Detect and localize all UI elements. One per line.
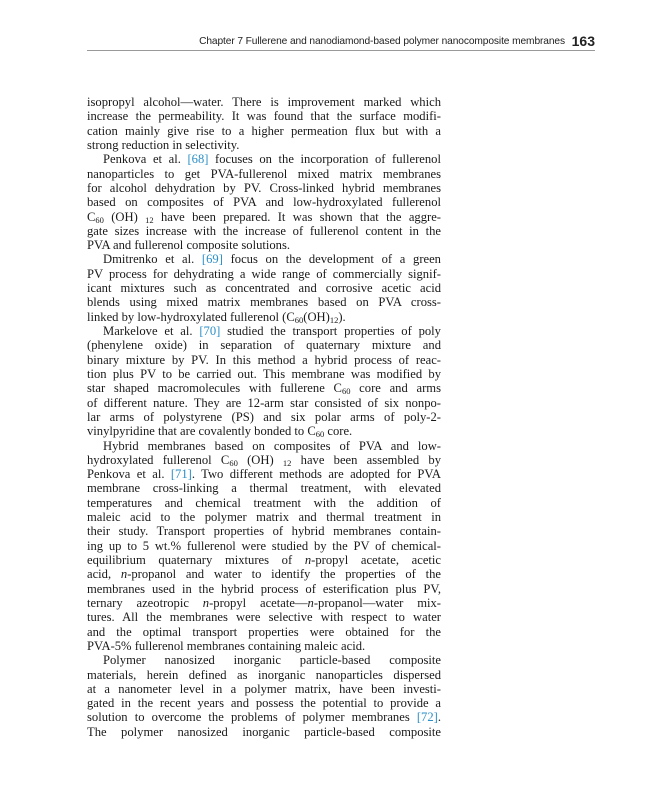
text-line — [87, 467, 441, 481]
text-run: (OH) — [103, 209, 146, 224]
italic-text: n — [304, 553, 312, 567]
citation-link[interactable]: [71] — [170, 467, 192, 482]
text-line — [87, 338, 441, 352]
running-header — [87, 34, 595, 51]
text-run: strong reduction in selectivity. — [87, 137, 240, 152]
text-line — [87, 252, 441, 266]
text-line — [87, 496, 441, 510]
text-run: (phenylene oxide) in separation of quaternary mixture and — [87, 338, 441, 353]
text-run: Penkova et al. — [87, 467, 171, 482]
text-line — [87, 553, 441, 567]
text-line — [87, 481, 441, 495]
text-line — [87, 567, 441, 581]
italic-text: n — [120, 567, 128, 582]
text-run: nanoparticles to get PVA-fullerenol mixed matrix membranes — [87, 166, 441, 181]
text-run: blends using mixed matrix membranes based on PVA cross- — [87, 295, 441, 310]
paragraph — [87, 324, 441, 439]
text-line — [87, 539, 441, 553]
text-run: Polymer nanosized inorganic particle-based composite — [103, 653, 441, 668]
text-run: -propyl acetate, acetic — [311, 553, 441, 567]
paragraph — [87, 439, 441, 654]
text-run: Markelove et al. — [103, 324, 200, 338]
text-run: ing up to 5 wt.% fullerenol were studied by the PV of chemical- — [87, 538, 441, 553]
text-run: gate sizes increase with the increase of fullerenol content in the — [87, 223, 441, 238]
text-line — [87, 424, 441, 438]
text-run: hydroxylated fullerenol C — [87, 452, 230, 467]
text-line — [87, 109, 441, 123]
text-line — [87, 396, 441, 410]
text-line — [87, 310, 441, 324]
italic-text: n — [307, 595, 314, 610]
text-run: vinylpyridine that are covalently bonded to C — [87, 424, 316, 439]
text-run: The polymer nanosized inorganic particle-based composite — [87, 724, 441, 739]
text-run: core. — [324, 424, 353, 439]
text-run: gated in the recent years and possess the potential to provide a — [87, 696, 441, 711]
text-run: isopropyl alcohol—water. There is improvement marked which — [87, 95, 441, 109]
subscript: 60 — [315, 429, 325, 440]
text-run: linked by low-hydroxylated fullerenol (C — [87, 309, 295, 324]
text-run: PVA and fullerenol composite solutions. — [87, 238, 291, 253]
text-run: star shaped macromolecules with fullerene C — [87, 381, 342, 396]
text-line — [87, 152, 441, 166]
text-line — [87, 410, 441, 424]
text-run: -propyl acetate— — [209, 595, 308, 610]
text-run: materials, herein defined as inorganic nanoparticles dispersed — [87, 667, 441, 682]
text-run: solution to overcome the problems of polymer membranes — [87, 710, 417, 725]
text-line — [87, 124, 441, 138]
text-run: focus on the development of a green — [222, 252, 441, 267]
text-line — [87, 668, 441, 682]
text-line — [87, 353, 441, 367]
text-line — [87, 381, 441, 395]
text-line — [87, 510, 441, 524]
chapter-title: Chapter 7 Fullerene and nanodiamond-based polymer nanocomposite membranes — [199, 36, 565, 47]
text-run: maleic acid to the polymer matrix and thermal treatment in — [87, 510, 441, 525]
text-run: . — [437, 710, 441, 725]
text-line — [87, 324, 441, 338]
text-line — [87, 682, 441, 696]
text-line — [87, 596, 441, 610]
text-run: core and arms — [350, 381, 441, 396]
text-line — [87, 367, 441, 381]
paragraph — [87, 95, 441, 152]
citation-link[interactable]: [68] — [187, 152, 209, 167]
text-run: (OH) — [303, 309, 330, 324]
subscript: 12 — [282, 457, 292, 468]
text-run: for alcohol dehydration by PV. Cross-linked hybrid membranes — [87, 180, 441, 195]
text-run: binary mixture by PV. In this method a hybrid process of reac- — [87, 352, 441, 367]
text-line — [87, 224, 441, 238]
subscript: 12 — [329, 314, 339, 325]
subscript: 12 — [145, 214, 154, 225]
text-run: of different nature. They are 12-arm star consisted of six nonpo- — [87, 395, 441, 410]
text-line — [87, 653, 441, 667]
text-run: focuses on the incorporation of fullerenol — [208, 152, 441, 167]
text-line — [87, 582, 441, 596]
text-line — [87, 238, 441, 252]
text-line — [87, 138, 441, 152]
text-run: equilibrium quaternary mixtures of — [87, 553, 305, 567]
subscript: 60 — [229, 457, 238, 468]
text-line — [87, 625, 441, 639]
page-number: 163 — [571, 33, 595, 49]
text-line — [87, 95, 441, 109]
text-line — [87, 267, 441, 281]
text-run: at a nanometer level in a polymer matrix, have been investi- — [87, 681, 441, 696]
text-run: C — [87, 209, 96, 224]
text-run: Hybrid membranes based on composites of PVA and low- — [103, 438, 441, 453]
text-run: ternary azeotropic — [87, 595, 203, 610]
text-line — [87, 181, 441, 195]
text-line — [87, 453, 441, 467]
text-run: -propanol and water to identify the properties of the — [127, 567, 441, 582]
text-run: icant mixtures such as concentrated and corrosive acetic acid — [87, 281, 441, 296]
text-run: based on composites of PVA and low-hydroxylated fullerenol — [87, 195, 441, 210]
text-run: cation mainly give rise to a higher permeation flux but with a — [87, 123, 441, 138]
text-line — [87, 281, 441, 295]
text-run: Dmitrenko et al. — [103, 252, 202, 267]
text-run: ). — [338, 309, 346, 324]
text-run: have been prepared. It was shown that the aggre- — [153, 209, 441, 224]
text-line — [87, 524, 441, 538]
text-line — [87, 210, 441, 224]
text-run: acid, — [87, 567, 121, 582]
text-line — [87, 439, 441, 453]
subscript: 60 — [294, 314, 304, 325]
text-run: have been assembled by — [291, 452, 441, 467]
subscript: 60 — [95, 214, 104, 225]
text-run: tures. All the membranes were selective with respect to water — [87, 610, 441, 625]
text-run: PV process for dehydrating a wide range of commercially signif- — [87, 266, 441, 281]
citation-link[interactable]: [72] — [416, 710, 438, 725]
text-run: temperatures and chemical treatment with the addition of — [87, 495, 441, 510]
text-line — [87, 639, 441, 653]
text-line — [87, 295, 441, 309]
text-line — [87, 710, 441, 724]
text-run: PVA-5% fullerenol membranes containing maleic acid. — [87, 638, 366, 653]
paragraph — [87, 653, 441, 739]
paragraph — [87, 252, 441, 324]
text-run: their study. Transport properties of hybrid membranes contain- — [87, 524, 441, 539]
text-run: -propanol—water mix- — [313, 595, 441, 610]
text-run: . Two different methods are adopted for PVA — [191, 467, 441, 482]
text-run: lar arms of polystyrene (PS) and six polar arms of poly-2- — [87, 409, 441, 424]
text-line — [87, 167, 441, 181]
text-line — [87, 725, 441, 739]
text-run: membranes used in the hybrid process of esterification plus PV, — [87, 581, 441, 596]
text-line — [87, 195, 441, 209]
text-run: tion plus PV to be carried out. This membrane was modified by — [87, 366, 441, 381]
text-run: and the optimal transport properties were obtained for the — [87, 624, 441, 639]
body-text — [87, 95, 441, 739]
italic-text: n — [202, 595, 210, 610]
subscript: 60 — [341, 386, 351, 397]
text-run: increase the permeability. It was found that the surface modifi- — [87, 109, 441, 124]
citation-link[interactable]: [69] — [201, 252, 223, 267]
paragraph — [87, 152, 441, 252]
text-run: membrane cross-linking a thermal treatment, with elevated — [87, 481, 441, 496]
text-line — [87, 610, 441, 624]
text-line — [87, 696, 441, 710]
citation-link[interactable]: [70] — [199, 324, 221, 338]
text-run: (OH) — [237, 452, 283, 467]
text-run: Penkova et al. — [103, 152, 188, 167]
text-run: studied the transport properties of poly — [220, 324, 441, 338]
